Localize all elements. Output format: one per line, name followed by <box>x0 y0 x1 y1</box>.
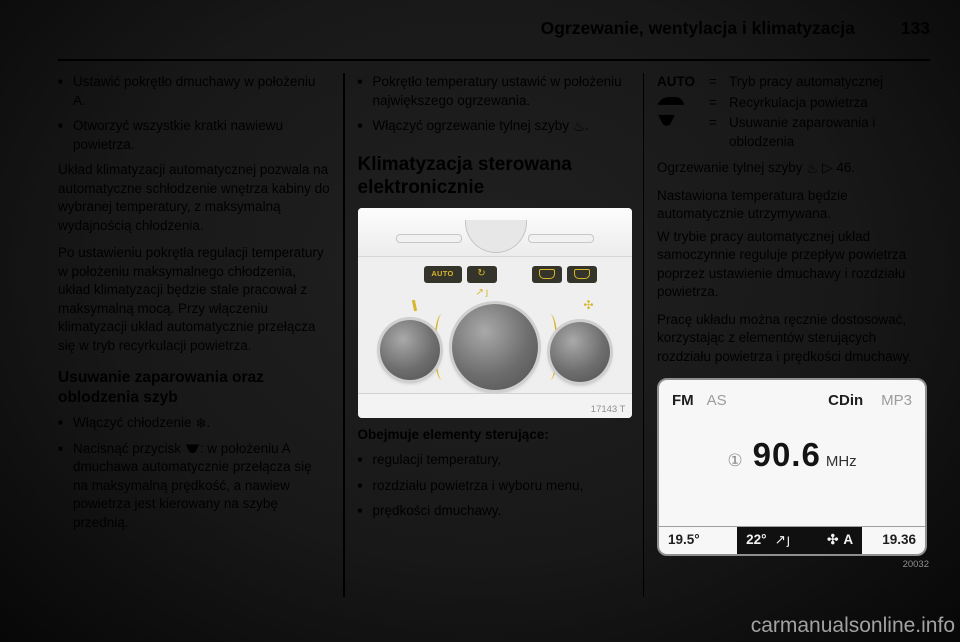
list-item: ■ Otworzyć wszystkie kratki nawiewu powietrza. <box>58 117 330 154</box>
figure-caption: 20032 <box>902 559 929 570</box>
frequency-value: 90.6 <box>752 436 821 473</box>
climate-panel-figure <box>358 208 632 418</box>
air-distribution-knob <box>452 304 538 390</box>
defrost-icon <box>657 114 676 127</box>
fan-speed-knob <box>550 322 610 382</box>
air-distribution-icons: ↗ȷ <box>475 286 491 298</box>
list-item: ■ Ustawić pokrętło dmuchawy w położeniu A. <box>58 73 330 110</box>
airflow-direction-icons: ↗ȷ <box>774 532 791 548</box>
auto-label: AUTO <box>657 74 696 89</box>
climate-status-cell <box>737 527 862 554</box>
watermark-link[interactable]: carmanualsonline.info <box>750 614 955 637</box>
recirculation-button: ↻ <box>467 266 497 283</box>
column-divider <box>643 73 645 597</box>
column-1 <box>58 73 330 597</box>
list-item: ■ regulacji temperatury, <box>358 451 630 470</box>
rear-window-heating-icon: ♨ <box>572 119 585 134</box>
legend-row: AUTO = Tryb pracy automatycznej <box>657 73 931 92</box>
outside-temperature: 19.5° <box>668 532 700 548</box>
fan-icon: ✣ <box>583 297 594 312</box>
auto-button: AUTO <box>424 266 462 283</box>
page-title: Ogrzewanie, wentylacja i klimatyzacja <box>540 18 855 38</box>
display-top-row <box>659 380 925 411</box>
rear-defrost-button <box>567 266 597 283</box>
preset-number-icon: ① <box>727 451 743 470</box>
header-rule <box>58 59 930 61</box>
figure-caption: 17143 T <box>590 403 626 415</box>
rear-window-heating-icon: ♨ <box>806 161 819 176</box>
fan-icon: ✣ <box>827 532 839 548</box>
page-number: 133 <box>900 18 930 38</box>
list-item: ■ prędkości dmuchawy. <box>358 502 630 521</box>
list-item: ■ Włączyć chłodzenie ❄. <box>58 414 330 433</box>
clock: 19.36 <box>882 532 916 548</box>
cooling-icon: ❄ <box>195 416 207 431</box>
legend-row: = Recyrkulacja powietrza <box>657 94 931 113</box>
vent-slot <box>396 234 462 243</box>
band-label: FM <box>672 392 694 409</box>
format-label: MP3 <box>881 392 912 409</box>
recirculation-icon <box>657 94 685 107</box>
windshield-icon <box>539 269 555 279</box>
reference-arrow-icon: ▷ <box>822 160 833 175</box>
paragraph: Pracę układu można ręcznie dostosować, korzystając z elementów sterujących rozdziału powietrza i prędkości dmuchawy. <box>657 311 912 364</box>
auto-mode-indicator: A <box>843 532 854 548</box>
frequency-readout <box>659 436 925 473</box>
vent-slot <box>528 234 594 243</box>
defrost-button-icon <box>185 443 200 455</box>
chapter-heading: Klimatyzacja sterowana elektronicznie <box>357 153 572 198</box>
paragraph: Po ustawieniu pokrętła regulacji temperatury w położeniu maksymalnego chłodzenia, układ klimatyzacji będzie stale pracował z maksymalną mocą. Przy włączeniu klimatyzacji układ automatycznie przełącza się w tryb recyrkulacji powietrza. <box>58 245 324 353</box>
page-reference: Ogrzewanie tylnej szyby ♨ ▷ 46. <box>657 159 931 178</box>
column-divider <box>343 73 345 597</box>
autostore-label: AS <box>706 392 727 409</box>
set-temperature: 22° <box>746 532 767 548</box>
rear-window-icon <box>574 269 590 279</box>
legend-row: = Usuwanie zaparowania i oblodzenia <box>657 114 931 151</box>
radio-display-figure <box>657 378 927 556</box>
list-item: ■ Nacisnąć przycisk : w położeniu A dmuchawa automatycznie przełącza się na maksymalną prędkość, a nawiew powietrza jest kierowany na szybę przednią. <box>58 440 330 533</box>
source-label: CDin <box>828 392 864 409</box>
list-item: ■ Pokrętło temperatury ustawić w położeniu największego ogrzewania. <box>358 73 630 110</box>
display-status-bar <box>659 526 925 554</box>
frequency-unit: MHz <box>825 453 857 470</box>
paragraph: Nastawiona temperatura będzie automatycznie utrzymywana. <box>657 187 848 221</box>
section-heading: Usuwanie zaparowania oraz oblodzenia szyb <box>58 369 264 406</box>
column-3 <box>657 73 931 597</box>
temperature-knob <box>380 320 440 380</box>
list-item: ■ Włączyć ogrzewanie tylnej szyby ♨. <box>358 117 630 136</box>
content-columns <box>58 73 932 597</box>
column-2 <box>358 73 630 597</box>
list-item: ■ rozdziału powietrza i wyboru menu, <box>358 477 630 496</box>
paragraph: Układ klimatyzacji automatycznej pozwala na automatyczne schłodzenie wnętrza kabiny do wybranej temperatury, z maksymalną wydajnością chłodzenia. <box>58 162 330 233</box>
page-header <box>541 18 930 39</box>
front-defrost-button <box>532 266 562 283</box>
paragraph: W trybie pracy automatycznej układ samoczynnie reguluje przepływ powietrza poprzez ustawienie dmuchawy i rozdziału powietrza. <box>657 228 907 299</box>
intro-text: Obejmuje elementy sterujące: <box>357 426 549 442</box>
